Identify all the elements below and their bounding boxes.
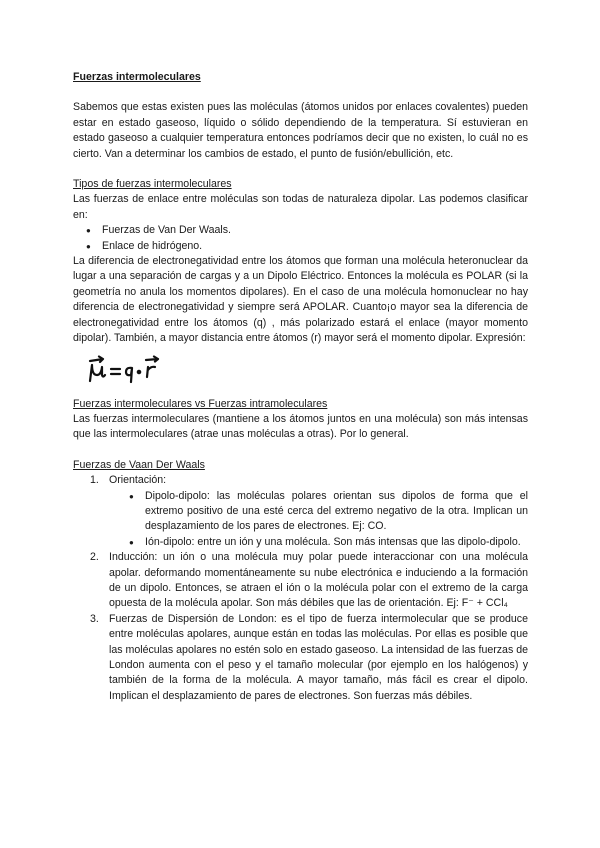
tipos-text: Las fuerzas de enlace entre moléculas son todas de naturaleza dipolar. Las podemos clasificar en: xyxy=(73,193,528,221)
section-heading-tipos: Tipos de fuerzas intermoleculares xyxy=(73,178,232,191)
list-item xyxy=(90,473,528,550)
dipole-formula xyxy=(87,355,528,385)
handwritten-formula-image xyxy=(87,355,167,385)
item-number: 3. xyxy=(90,612,99,625)
sub-list-item: ● Dipolo-dipolo: las moléculas polares orientan sus dipolos de forma que el extremo positivo de una esté cerca del extremo negativo de la otra. Implican un desplazamiento de los pares de electrones. Ej: CO. xyxy=(145,489,528,535)
vdw-list xyxy=(73,473,528,704)
tipos-paragraph: La diferencia de electronegatividad entre los átomos que forman una molécula heteronuclear da lugar a una separación de cargas y a un Dipolo Eléctrico. Entonces la molécula es POLAR (si la geometría no anula los momentos dipolares). En el caso de una molécula homonuclear no hay diferencia de electronegatividad y siempre será APOLAR. Cuanto¡o mayor sea la diferencia de electronegatividad entre los átomos (q) , más polarizado estará el enlace (mayor momento dipolar). También, a mayor distancia entre átomos (r) mayor será el momento dipolar. Expresión: xyxy=(73,255,528,345)
intro-paragraph: Sabemos que estas existen pues las moléculas (átomos unidos por enlaces covalentes) pueden estar en estado gaseoso, líquido o sólido dependiendo de la temperatura. Sí estuvieran en estado gaseoso a cualquier temperatura entonces podríamos decir que no existen, lo cuál no es cierto. Van a determinar los cambios de estado, el punto de fusión/ebullición, etc. xyxy=(73,101,528,160)
sub-list-item: ● Ión-dipolo: entre un ión y una molécula. Son más intensas que las dipolo-dipolo. xyxy=(145,535,528,550)
tipos-list xyxy=(73,223,528,254)
document-page xyxy=(73,70,528,704)
list-item: ● Fuerzas de Van Der Waals. xyxy=(102,223,528,238)
list-item xyxy=(90,550,528,612)
item-number: 2. xyxy=(90,551,99,564)
item-text: Fuerzas de Dispersión de London: es el tipo de fuerza intermolecular que se produce entre moléculas apolares, aunque están en todas las moléculas. Por ellas es posible que las moléculas apolares no estén solo en estado gaseoso. La intensidad de las fuerzas de London aumenta con el peso y el tamaño molecular (por ejemplo en los halógenos) y también de la forma de la molécula. A mayor tamaño, más fácil es crear el dipolo. Implican el desplazamiento de pares de electrones. Son fuerzas más débiles. xyxy=(109,612,528,702)
sub-list xyxy=(109,489,528,551)
vs-text: Las fuerzas intermoleculares (mantiene a los átomos juntos en una molécula) son más intensas que las intermoleculares (atrae unas moléculas a otras). Por lo general. xyxy=(73,412,528,441)
item-number: 1. xyxy=(90,474,99,487)
item-text: Orientación: xyxy=(109,474,167,487)
item-text: Inducción: un ión o una molécula muy polar puede interaccionar con una molécula apolar. deformando momentáneamente su nube electrónica e induciendo a la formación de un dipolo. Entonces, se atraen el ión o la molécula polar con el extremo de la carga opuesta de la molécula apolar. Son más débiles que las de orientación. Ej: F⁻ + CCl₄ xyxy=(109,551,528,610)
list-item xyxy=(90,612,528,704)
list-item: ● Enlace de hidrógeno. xyxy=(102,239,528,254)
page-title: Fuerzas intermoleculares xyxy=(73,71,201,83)
section-heading-vdw: Fuerzas de Vaan Der Waals xyxy=(73,458,205,471)
section-heading-vs: Fuerzas intermoleculares vs Fuerzas intramoleculares xyxy=(73,397,328,410)
